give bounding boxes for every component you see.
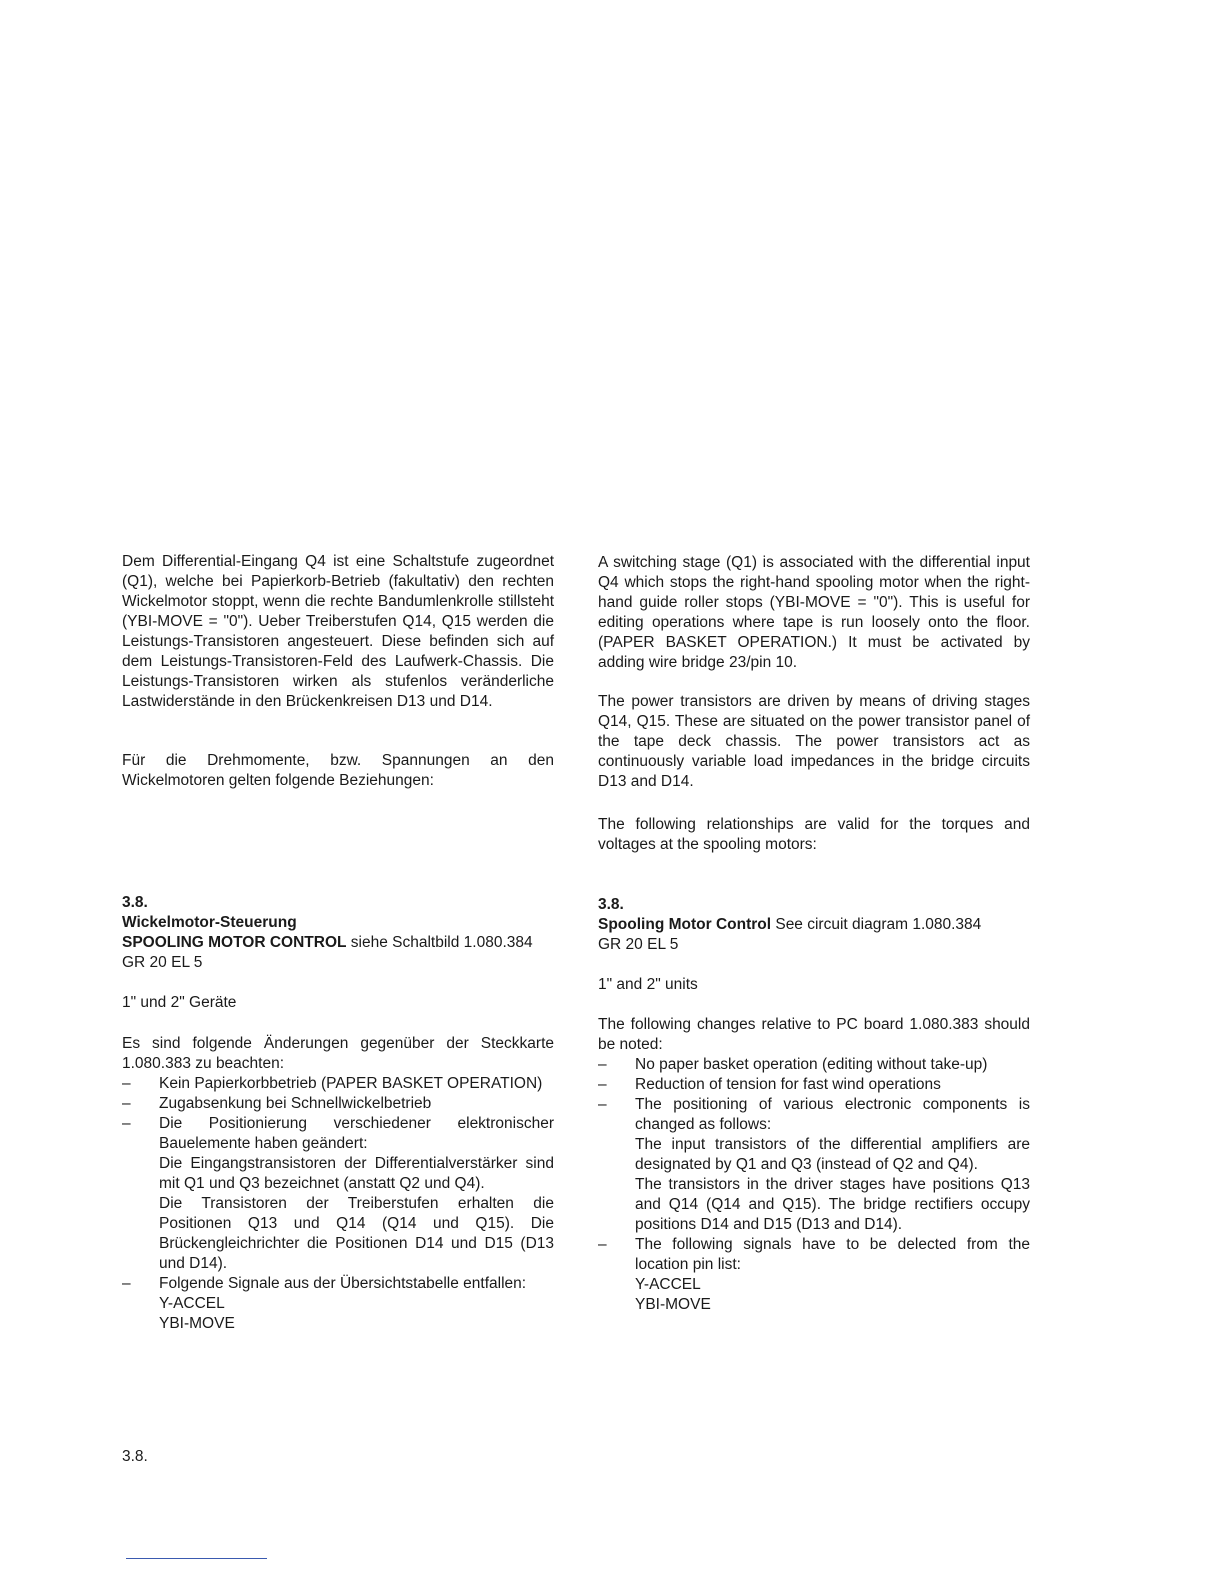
signal-name: Y-ACCEL <box>159 1295 225 1312</box>
german-changes <box>122 1034 554 1334</box>
german-control-heading-line2: GR 20 EL 5 <box>122 954 203 971</box>
signal-name: YBI-MOVE <box>159 1315 235 1332</box>
german-intro <box>122 552 554 712</box>
list-item: – No paper basket operation (editing without take-up) <box>598 1055 1030 1075</box>
german-torque <box>122 751 554 791</box>
list-subparagraph: The transistors in the driver stages have positions Q13 and Q14 (Q14 and Q15). The bridge rectifiers occupy positions D14 and D15 (D13 and D14). <box>635 1176 1030 1233</box>
signal-name: YBI-MOVE <box>635 1296 711 1313</box>
english-changes <box>598 1015 1030 1315</box>
german-section-title: Wickelmotor-Steuerung <box>122 914 297 931</box>
german-control-heading <box>122 933 554 953</box>
english-power-paragraph: The power transistors are driven by means of driving stages Q14, Q15. These are situated on the power transistor panel of the tape deck chassis. The power transistors act as continuously variable load impedances in the bridge circuits D13 and D14. <box>598 693 1030 790</box>
english-intro-paragraph: A switching stage (Q1) is associated with the differential input Q4 which stops the right-hand spooling motor when the right-hand guide roller stops (YBI-MOVE = "0"). This is useful for editing operations where tape is run loosely onto the floor. (PAPER BASKET OPERATION.) It must be activated by adding wire bridge 23/pin 10. <box>598 554 1030 671</box>
german-changes-list <box>122 1074 554 1334</box>
english-units <box>598 975 1030 995</box>
german-changes-intro: Es sind folgende Änderungen gegenüber der Steckkarte 1.080.383 zu beachten: <box>122 1035 554 1072</box>
english-changes-list <box>598 1055 1030 1315</box>
list-item: – Folgende Signale aus der Übersichtstabelle entfallen: Y-ACCEL YBI-MOVE <box>122 1274 554 1334</box>
german-intro-paragraph: Dem Differential-Eingang Q4 ist eine Schaltstufe zugeordnet (Q1), welche bei Papierkorb-Betrieb (fakultativ) den rechten Wickelmotor stoppt, wenn die rechte Bandumlenkrolle stillsteht (YBI-MOVE = "0"). Ueber Treiberstufen Q14, Q15 werden die Leistungs-Transistoren angesteuert. Diese befinden sich auf dem Leistungs-Transistoren-Feld des Laufwerk-Chassis. Die Leistungs-Transistoren wirken als stufenlos veränderliche Lastwiderstände in den Brückenkreisen D13 und D14. <box>122 553 554 710</box>
german-control-heading-rest: siehe Schaltbild 1.080.384 <box>346 934 533 951</box>
list-subparagraph: Die Eingangstransistoren der Differentialverstärker sind mit Q1 und Q3 bezeichnet (anstatt Q2 und Q4). <box>159 1155 554 1192</box>
german-section-number: 3.8. <box>122 894 148 911</box>
english-control-heading-bold: Spooling Motor Control <box>598 916 772 933</box>
english-power <box>598 692 1030 792</box>
list-subparagraph: Die Transistoren der Treiberstufen erhalten die Positionen Q13 und Q14 (Q14 und Q15). Die Brückengleichrichter die Positionen D14 und D15 (D13 und D14). <box>159 1195 554 1272</box>
list-item: – Kein Papierkorbbetrieb (PAPER BASKET OPERATION) <box>122 1074 554 1094</box>
footer-rule <box>126 1558 267 1559</box>
signal-name: Y-ACCEL <box>635 1276 701 1293</box>
list-item: – The following signals have to be delected from the location pin list: Y-ACCEL YBI-MOVE <box>598 1235 1030 1315</box>
english-torque-paragraph: The following relationships are valid for the torques and voltages at the spooling motors: <box>598 816 1030 853</box>
list-item: – The positioning of various electronic components is changed as follows: The input transistors of the differential amplifiers are designated by Q1 and Q3 (instead of Q2 and Q4). The transistors in the driver stages have positions Q13 and Q14 (Q14 and Q15). The bridge rectifiers occupy positions D14 and D15 (D13 and D14). <box>598 1095 1030 1235</box>
german-control-heading-bold: SPOOLING MOTOR CONTROL <box>122 934 347 951</box>
list-item: – Die Positionierung verschiedener elektronischer Bauelemente haben geändert: Die Eingangstransistoren der Differentialverstärker sind mit Q1 und Q3 bezeichnet (anstatt Q2 und Q4). Die Transistoren der Treiberstufen erhalten die Positionen Q13 und Q14 (Q14 und Q15). Die Brückengleichrichter die Positionen D14 und D15 (D13 und D14). <box>122 1114 554 1274</box>
english-control-heading-rest: See circuit diagram 1.080.384 <box>771 916 982 933</box>
german-torque-paragraph: Für die Drehmomente, bzw. Spannungen an den Wickelmotoren gelten folgende Beziehungen: <box>122 752 554 789</box>
english-control-heading-line2: GR 20 EL 5 <box>598 936 679 953</box>
german-units-text: 1" und 2" Geräte <box>122 994 237 1011</box>
english-intro <box>598 553 1030 673</box>
english-section-number: 3.8. <box>598 896 624 913</box>
english-control-heading <box>598 915 1030 935</box>
english-units-text: 1" and 2" units <box>598 976 698 993</box>
list-item: – Zugabsenkung bei Schnellwickelbetrieb <box>122 1094 554 1114</box>
english-section-heading <box>598 895 1030 955</box>
page-number: 3.8. <box>122 1448 148 1465</box>
german-section-heading <box>122 893 554 973</box>
english-torque <box>598 815 1030 855</box>
german-units <box>122 993 554 1013</box>
english-changes-intro: The following changes relative to PC board 1.080.383 should be noted: <box>598 1016 1030 1053</box>
list-item: – Reduction of tension for fast wind operations <box>598 1075 1030 1095</box>
list-subparagraph: The input transistors of the differential amplifiers are designated by Q1 and Q3 (instead of Q2 and Q4). <box>635 1136 1030 1173</box>
